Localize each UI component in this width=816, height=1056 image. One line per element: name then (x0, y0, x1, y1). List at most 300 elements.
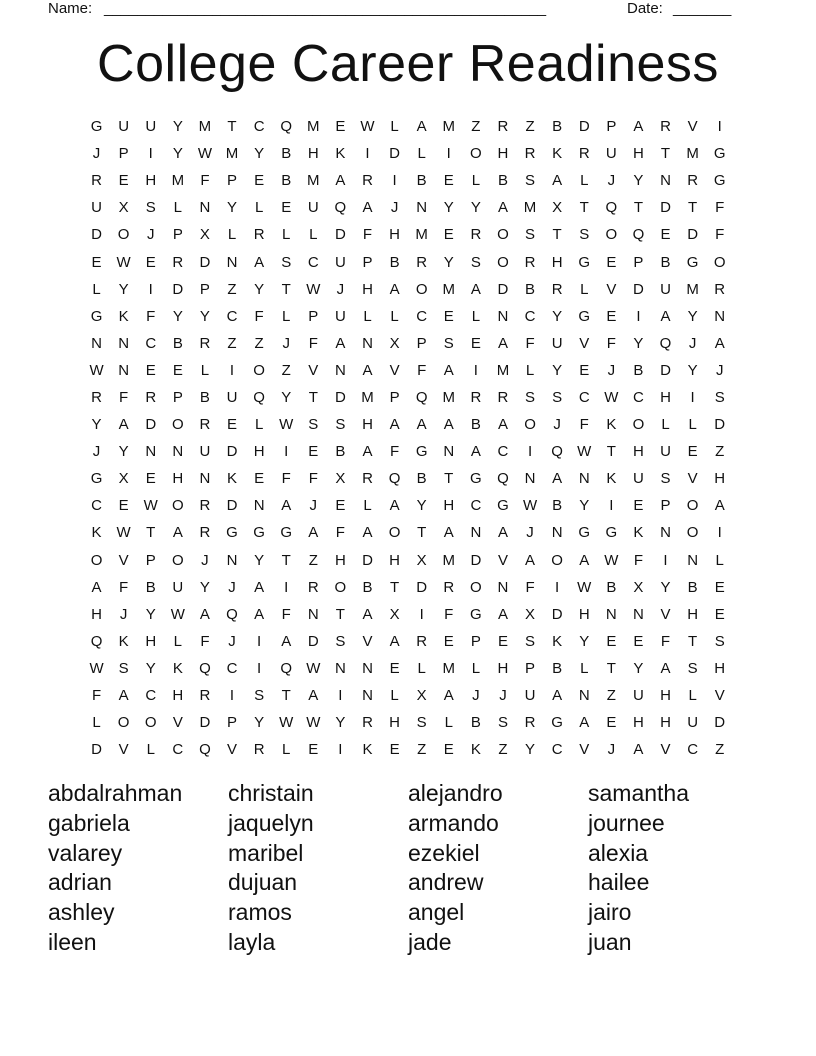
grid-letter[interactable]: C (307, 253, 319, 271)
grid-letter[interactable]: Y (281, 388, 292, 406)
grid-letter[interactable]: S (335, 632, 346, 650)
grid-letter[interactable]: H (389, 714, 400, 732)
grid-letter[interactable]: O (253, 361, 265, 379)
grid-letter[interactable]: D (334, 226, 346, 244)
grid-letter[interactable]: J (688, 334, 697, 352)
grid-letter[interactable]: U (633, 687, 644, 705)
grid-letter[interactable]: X (416, 551, 427, 569)
grid-letter[interactable]: Q (280, 659, 293, 677)
grid-letter[interactable]: V (118, 741, 129, 759)
grid-letter[interactable]: N (416, 199, 428, 217)
grid-letter[interactable]: Y (199, 307, 210, 325)
grid-letter[interactable]: A (254, 605, 265, 623)
grid-letter[interactable]: C (578, 388, 590, 406)
grid-letter[interactable]: O (171, 551, 184, 569)
grid-letter[interactable]: E (389, 659, 400, 677)
grid-letter[interactable]: B (416, 470, 427, 488)
grid-letter[interactable]: P (172, 388, 183, 406)
grid-letter[interactable]: G (578, 307, 591, 325)
grid-letter[interactable]: C (497, 443, 509, 461)
grid-letter[interactable]: V (172, 714, 183, 732)
grid-letter[interactable]: M (686, 145, 699, 163)
grid-letter[interactable]: R (687, 172, 699, 190)
name-field-line[interactable]: _____________________________________________________ (104, 0, 547, 17)
grid-letter[interactable]: A (633, 741, 644, 759)
grid-letter[interactable]: F (606, 334, 616, 352)
grid-letter[interactable]: C (226, 659, 238, 677)
grid-letter[interactable]: L (580, 172, 589, 190)
grid-letter[interactable]: Q (199, 741, 211, 759)
grid-letter[interactable]: E (227, 416, 238, 434)
grid-letter[interactable]: A (497, 605, 508, 623)
grid-letter[interactable]: S (118, 659, 129, 677)
grid-letter[interactable]: Q (659, 334, 672, 352)
grid-letter[interactable]: Y (525, 741, 536, 759)
grid-letter[interactable]: S (552, 388, 563, 406)
grid-letter[interactable]: I (148, 280, 153, 298)
grid-letter[interactable]: I (663, 551, 668, 569)
grid-letter[interactable]: B (362, 578, 373, 596)
grid-letter[interactable]: S (687, 659, 698, 677)
grid-letter[interactable]: H (660, 687, 671, 705)
grid-letter[interactable]: H (389, 226, 400, 244)
grid-letter[interactable]: E (145, 253, 156, 271)
grid-letter[interactable]: P (308, 307, 319, 325)
grid-letter[interactable]: F (525, 578, 535, 596)
grid-letter[interactable]: A (118, 416, 129, 434)
grid-letter[interactable]: V (389, 361, 400, 379)
grid-letter[interactable]: F (281, 605, 291, 623)
grid-letter[interactable]: B (145, 578, 156, 596)
grid-letter[interactable]: I (148, 145, 153, 163)
grid-letter[interactable]: F (579, 416, 589, 434)
grid-letter[interactable]: Y (579, 632, 590, 650)
grid-letter[interactable]: C (253, 118, 265, 136)
grid-letter[interactable]: L (173, 199, 182, 217)
grid-letter[interactable]: R (551, 280, 563, 298)
grid-letter[interactable]: R (199, 524, 211, 542)
grid-letter[interactable]: N (362, 334, 373, 352)
grid-letter[interactable]: S (308, 416, 319, 434)
grid-letter[interactable]: N (362, 687, 373, 705)
grid-letter[interactable]: M (307, 172, 320, 190)
grid-letter[interactable]: N (605, 605, 617, 623)
grid-letter[interactable]: O (605, 226, 618, 244)
grid-letter[interactable]: B (660, 253, 671, 271)
grid-letter[interactable]: C (416, 307, 428, 325)
grid-letter[interactable]: A (389, 416, 400, 434)
grid-letter[interactable]: B (497, 172, 508, 190)
grid-letter[interactable]: M (496, 361, 510, 379)
grid-letter[interactable]: I (365, 145, 370, 163)
grid-letter[interactable]: H (362, 280, 373, 298)
grid-letter[interactable]: E (443, 741, 454, 759)
grid-letter[interactable]: A (525, 551, 536, 569)
grid-letter[interactable]: K (362, 741, 373, 759)
grid-letter[interactable]: F (660, 632, 671, 650)
grid-letter[interactable]: Z (227, 334, 237, 352)
grid-letter[interactable]: D (389, 145, 400, 163)
grid-letter[interactable]: M (225, 145, 239, 163)
grid-letter[interactable]: G (253, 524, 265, 542)
grid-letter[interactable]: W (89, 659, 104, 677)
grid-letter[interactable]: A (470, 280, 481, 298)
grid-letter[interactable]: A (443, 687, 454, 705)
grid-letter[interactable]: C (687, 741, 699, 759)
grid-letter[interactable]: J (607, 741, 616, 759)
grid-letter[interactable]: D (660, 361, 671, 379)
grid-letter[interactable]: H (91, 605, 102, 623)
grid-letter[interactable]: H (145, 632, 157, 650)
grid-letter[interactable]: Q (497, 470, 509, 488)
grid-letter[interactable]: L (390, 307, 399, 325)
grid-letter[interactable]: A (172, 524, 183, 542)
grid-letter[interactable]: R (172, 253, 184, 271)
grid-letter[interactable]: T (146, 524, 156, 542)
grid-letter[interactable]: L (580, 280, 589, 298)
grid-letter[interactable]: V (227, 741, 238, 759)
grid-letter[interactable]: S (525, 388, 536, 406)
grid-letter[interactable]: N (199, 199, 211, 217)
grid-letter[interactable]: W (89, 361, 104, 379)
grid-letter[interactable]: M (198, 118, 212, 136)
grid-letter[interactable]: R (91, 172, 102, 190)
grid-letter[interactable]: Z (715, 443, 725, 461)
grid-letter[interactable]: R (524, 714, 536, 732)
grid-letter[interactable]: T (688, 632, 698, 650)
grid-letter[interactable]: U (91, 199, 102, 217)
grid-letter[interactable]: J (472, 687, 480, 705)
grid-letter[interactable]: L (471, 659, 481, 677)
grid-letter[interactable]: R (253, 226, 265, 244)
grid-letter[interactable]: N (497, 578, 509, 596)
grid-letter[interactable]: H (633, 443, 644, 461)
grid-letter[interactable]: A (579, 714, 590, 732)
grid-letter[interactable]: L (661, 416, 670, 434)
grid-letter[interactable]: G (470, 605, 482, 623)
grid-letter[interactable]: R (578, 145, 590, 163)
grid-letter[interactable]: B (606, 578, 617, 596)
grid-letter[interactable]: E (497, 632, 508, 650)
grid-letter[interactable]: V (660, 741, 671, 759)
grid-letter[interactable]: E (308, 443, 319, 461)
grid-letter[interactable]: R (416, 632, 428, 650)
grid-letter[interactable]: H (172, 470, 184, 488)
grid-letter[interactable]: E (91, 253, 102, 271)
grid-letter[interactable]: L (471, 307, 481, 325)
grid-letter[interactable]: F (200, 172, 210, 190)
grid-letter[interactable]: O (551, 551, 563, 569)
grid-letter[interactable]: Q (226, 605, 238, 623)
grid-letter[interactable]: S (254, 687, 265, 705)
grid-letter[interactable]: H (307, 145, 319, 163)
grid-letter[interactable]: N (199, 470, 211, 488)
grid-letter[interactable]: A (362, 199, 373, 217)
grid-letter[interactable]: M (415, 226, 428, 244)
grid-letter[interactable]: G (90, 470, 103, 488)
grid-letter[interactable]: E (606, 632, 617, 650)
grid-letter[interactable]: W (360, 118, 375, 136)
grid-letter[interactable]: Y (552, 307, 563, 325)
grid-letter[interactable]: D (199, 253, 211, 271)
grid-letter[interactable]: H (497, 659, 509, 677)
grid-letter[interactable]: T (417, 524, 427, 542)
grid-letter[interactable]: A (118, 687, 129, 705)
grid-letter[interactable]: Y (254, 280, 265, 298)
grid-letter[interactable]: L (471, 172, 481, 190)
grid-letter[interactable]: N (172, 443, 184, 461)
grid-letter[interactable]: L (146, 741, 155, 759)
grid-letter[interactable]: L (282, 307, 291, 325)
grid-letter[interactable]: J (92, 145, 101, 163)
grid-letter[interactable]: S (416, 714, 427, 732)
grid-letter[interactable]: R (307, 578, 319, 596)
grid-letter[interactable]: L (92, 714, 101, 732)
grid-letter[interactable]: X (633, 578, 644, 596)
grid-letter[interactable]: S (660, 470, 671, 488)
grid-letter[interactable]: Y (199, 578, 210, 596)
grid-letter[interactable]: R (497, 388, 509, 406)
grid-letter[interactable]: Z (281, 361, 291, 379)
grid-letter[interactable]: J (336, 280, 345, 298)
grid-letter[interactable]: S (443, 334, 454, 352)
grid-letter[interactable]: I (284, 443, 289, 461)
grid-letter[interactable]: H (660, 714, 671, 732)
grid-letter[interactable]: J (715, 361, 724, 379)
grid-letter[interactable]: Z (308, 551, 318, 569)
grid-letter[interactable]: Y (335, 714, 346, 732)
grid-letter[interactable]: A (199, 605, 210, 623)
grid-letter[interactable]: G (713, 145, 726, 163)
grid-letter[interactable]: A (335, 334, 346, 352)
grid-letter[interactable]: D (714, 714, 726, 732)
grid-letter[interactable]: E (389, 741, 400, 759)
grid-letter[interactable]: O (171, 416, 184, 434)
grid-letter[interactable]: C (91, 497, 102, 515)
grid-letter[interactable]: P (362, 253, 373, 271)
grid-letter[interactable]: T (688, 199, 698, 217)
grid-letter[interactable]: Q (632, 226, 645, 244)
grid-letter[interactable]: I (690, 388, 695, 406)
grid-letter[interactable]: K (118, 632, 129, 650)
grid-letter[interactable]: M (307, 118, 320, 136)
grid-letter[interactable]: L (715, 551, 724, 569)
grid-letter[interactable]: J (553, 416, 561, 434)
grid-letter[interactable]: E (118, 497, 129, 515)
grid-letter[interactable]: E (633, 497, 644, 515)
grid-letter[interactable]: K (172, 659, 183, 677)
grid-letter[interactable]: F (281, 470, 291, 488)
grid-letter[interactable]: H (578, 605, 590, 623)
grid-letter[interactable]: O (470, 145, 482, 163)
grid-letter[interactable]: O (117, 714, 130, 732)
grid-letter[interactable]: R (199, 416, 211, 434)
grid-letter[interactable]: V (687, 470, 698, 488)
grid-letter[interactable]: A (714, 497, 725, 515)
grid-letter[interactable]: B (172, 334, 183, 352)
grid-letter[interactable]: V (308, 361, 319, 379)
grid-letter[interactable]: I (527, 443, 533, 461)
grid-letter[interactable]: Y (416, 497, 427, 515)
grid-letter[interactable]: A (308, 687, 319, 705)
grid-letter[interactable]: P (199, 280, 210, 298)
grid-letter[interactable]: L (254, 199, 264, 217)
grid-letter[interactable]: T (389, 578, 400, 596)
grid-letter[interactable]: Q (551, 443, 563, 461)
grid-letter[interactable]: R (199, 334, 211, 352)
grid-letter[interactable]: A (579, 551, 590, 569)
grid-letter[interactable]: J (228, 632, 236, 650)
grid-letter[interactable]: F (308, 470, 318, 488)
grid-letter[interactable]: Y (633, 659, 644, 677)
grid-letter[interactable]: T (281, 687, 291, 705)
grid-letter[interactable]: R (470, 388, 482, 406)
grid-letter[interactable]: D (578, 118, 590, 136)
grid-letter[interactable]: L (282, 741, 291, 759)
grid-letter[interactable]: G (578, 253, 591, 271)
grid-letter[interactable]: B (281, 145, 292, 163)
grid-letter[interactable]: K (227, 470, 238, 488)
grid-letter[interactable]: I (338, 741, 343, 759)
grid-letter[interactable]: D (497, 280, 509, 298)
grid-letter[interactable]: W (604, 388, 619, 406)
grid-letter[interactable]: T (633, 199, 643, 217)
grid-letter[interactable]: T (281, 280, 291, 298)
grid-letter[interactable]: S (714, 632, 725, 650)
grid-letter[interactable]: A (660, 659, 671, 677)
grid-letter[interactable]: P (118, 145, 129, 163)
grid-letter[interactable]: N (145, 443, 157, 461)
grid-letter[interactable]: T (606, 659, 616, 677)
grid-letter[interactable]: R (362, 714, 373, 732)
grid-letter[interactable]: H (362, 416, 373, 434)
grid-letter[interactable]: T (579, 199, 589, 217)
grid-letter[interactable]: N (687, 551, 699, 569)
grid-letter[interactable]: A (362, 361, 373, 379)
grid-letter[interactable]: R (497, 118, 509, 136)
grid-letter[interactable]: M (442, 388, 456, 406)
grid-letter[interactable]: D (660, 199, 671, 217)
grid-letter[interactable]: G (605, 524, 618, 542)
grid-letter[interactable]: M (442, 551, 456, 569)
grid-letter[interactable]: E (335, 497, 346, 515)
grid-letter[interactable]: P (660, 497, 671, 515)
grid-letter[interactable]: L (227, 226, 237, 244)
grid-letter[interactable]: F (362, 226, 373, 244)
grid-letter[interactable]: X (118, 199, 129, 217)
grid-letter[interactable]: Y (118, 280, 129, 298)
grid-letter[interactable]: X (389, 334, 400, 352)
date-field-line[interactable]: _______ (673, 0, 732, 17)
grid-letter[interactable]: A (389, 497, 400, 515)
grid-letter[interactable]: B (552, 497, 563, 515)
grid-letter[interactable]: W (116, 524, 131, 542)
grid-letter[interactable]: M (686, 280, 699, 298)
grid-letter[interactable]: K (91, 524, 102, 542)
grid-letter[interactable]: E (443, 632, 454, 650)
grid-letter[interactable]: K (470, 741, 481, 759)
grid-letter[interactable]: E (254, 172, 265, 190)
grid-letter[interactable]: J (146, 226, 155, 244)
grid-letter[interactable]: J (499, 687, 507, 705)
grid-letter[interactable]: A (552, 172, 563, 190)
grid-letter[interactable]: X (335, 470, 346, 488)
grid-letter[interactable]: H (497, 145, 509, 163)
grid-letter[interactable]: N (551, 524, 563, 542)
grid-letter[interactable]: W (143, 497, 158, 515)
grid-letter[interactable]: F (254, 307, 264, 325)
grid-letter[interactable]: L (282, 226, 291, 244)
grid-letter[interactable]: A (497, 334, 508, 352)
grid-letter[interactable]: Y (172, 118, 183, 136)
grid-letter[interactable]: A (91, 578, 102, 596)
grid-letter[interactable]: M (442, 118, 456, 136)
grid-letter[interactable]: I (284, 578, 289, 596)
grid-letter[interactable]: K (552, 632, 563, 650)
grid-letter[interactable]: G (497, 497, 509, 515)
grid-letter[interactable]: U (199, 443, 211, 461)
grid-letter[interactable]: O (117, 226, 130, 244)
grid-letter[interactable]: H (253, 443, 265, 461)
grid-letter[interactable]: H (633, 714, 644, 732)
grid-letter[interactable]: P (416, 334, 427, 352)
grid-letter[interactable]: W (170, 605, 185, 623)
grid-letter[interactable]: U (524, 687, 536, 705)
grid-letter[interactable]: L (688, 687, 697, 705)
grid-letter[interactable]: C (470, 497, 482, 515)
grid-letter[interactable]: D (551, 605, 563, 623)
grid-letter[interactable]: W (604, 551, 619, 569)
grid-letter[interactable]: J (607, 172, 616, 190)
grid-letter[interactable]: F (444, 605, 454, 623)
grid-letter[interactable]: Y (552, 361, 563, 379)
grid-letter[interactable]: P (525, 659, 536, 677)
grid-letter[interactable]: Y (633, 334, 644, 352)
grid-letter[interactable]: D (334, 388, 346, 406)
grid-letter[interactable]: Q (280, 118, 293, 136)
grid-letter[interactable]: R (362, 470, 373, 488)
grid-letter[interactable]: Y (172, 307, 183, 325)
grid-letter[interactable]: L (580, 659, 589, 677)
grid-letter[interactable]: R (199, 497, 211, 515)
grid-letter[interactable]: T (606, 443, 616, 461)
grid-letter[interactable]: N (633, 605, 644, 623)
grid-letter[interactable]: U (172, 578, 184, 596)
grid-letter[interactable]: N (226, 253, 238, 271)
grid-letter[interactable]: E (633, 632, 644, 650)
grid-letter[interactable]: K (633, 524, 644, 542)
grid-letter[interactable]: G (686, 253, 699, 271)
grid-letter[interactable]: X (525, 605, 536, 623)
grid-letter[interactable]: F (91, 687, 102, 705)
grid-letter[interactable]: C (226, 307, 238, 325)
grid-letter[interactable]: X (118, 470, 129, 488)
grid-letter[interactable]: V (497, 551, 508, 569)
grid-letter[interactable]: A (281, 632, 292, 650)
grid-letter[interactable]: N (118, 361, 130, 379)
grid-letter[interactable]: B (633, 361, 644, 379)
grid-letter[interactable]: J (309, 497, 318, 515)
grid-letter[interactable]: J (201, 551, 209, 569)
grid-letter[interactable]: A (443, 361, 454, 379)
grid-letter[interactable]: D (199, 714, 211, 732)
grid-letter[interactable]: E (254, 470, 265, 488)
grid-letter[interactable]: Y (227, 199, 238, 217)
grid-letter[interactable]: P (227, 714, 238, 732)
grid-letter[interactable]: Y (145, 605, 156, 623)
grid-letter[interactable]: Y (687, 361, 698, 379)
grid-letter[interactable]: R (253, 741, 265, 759)
